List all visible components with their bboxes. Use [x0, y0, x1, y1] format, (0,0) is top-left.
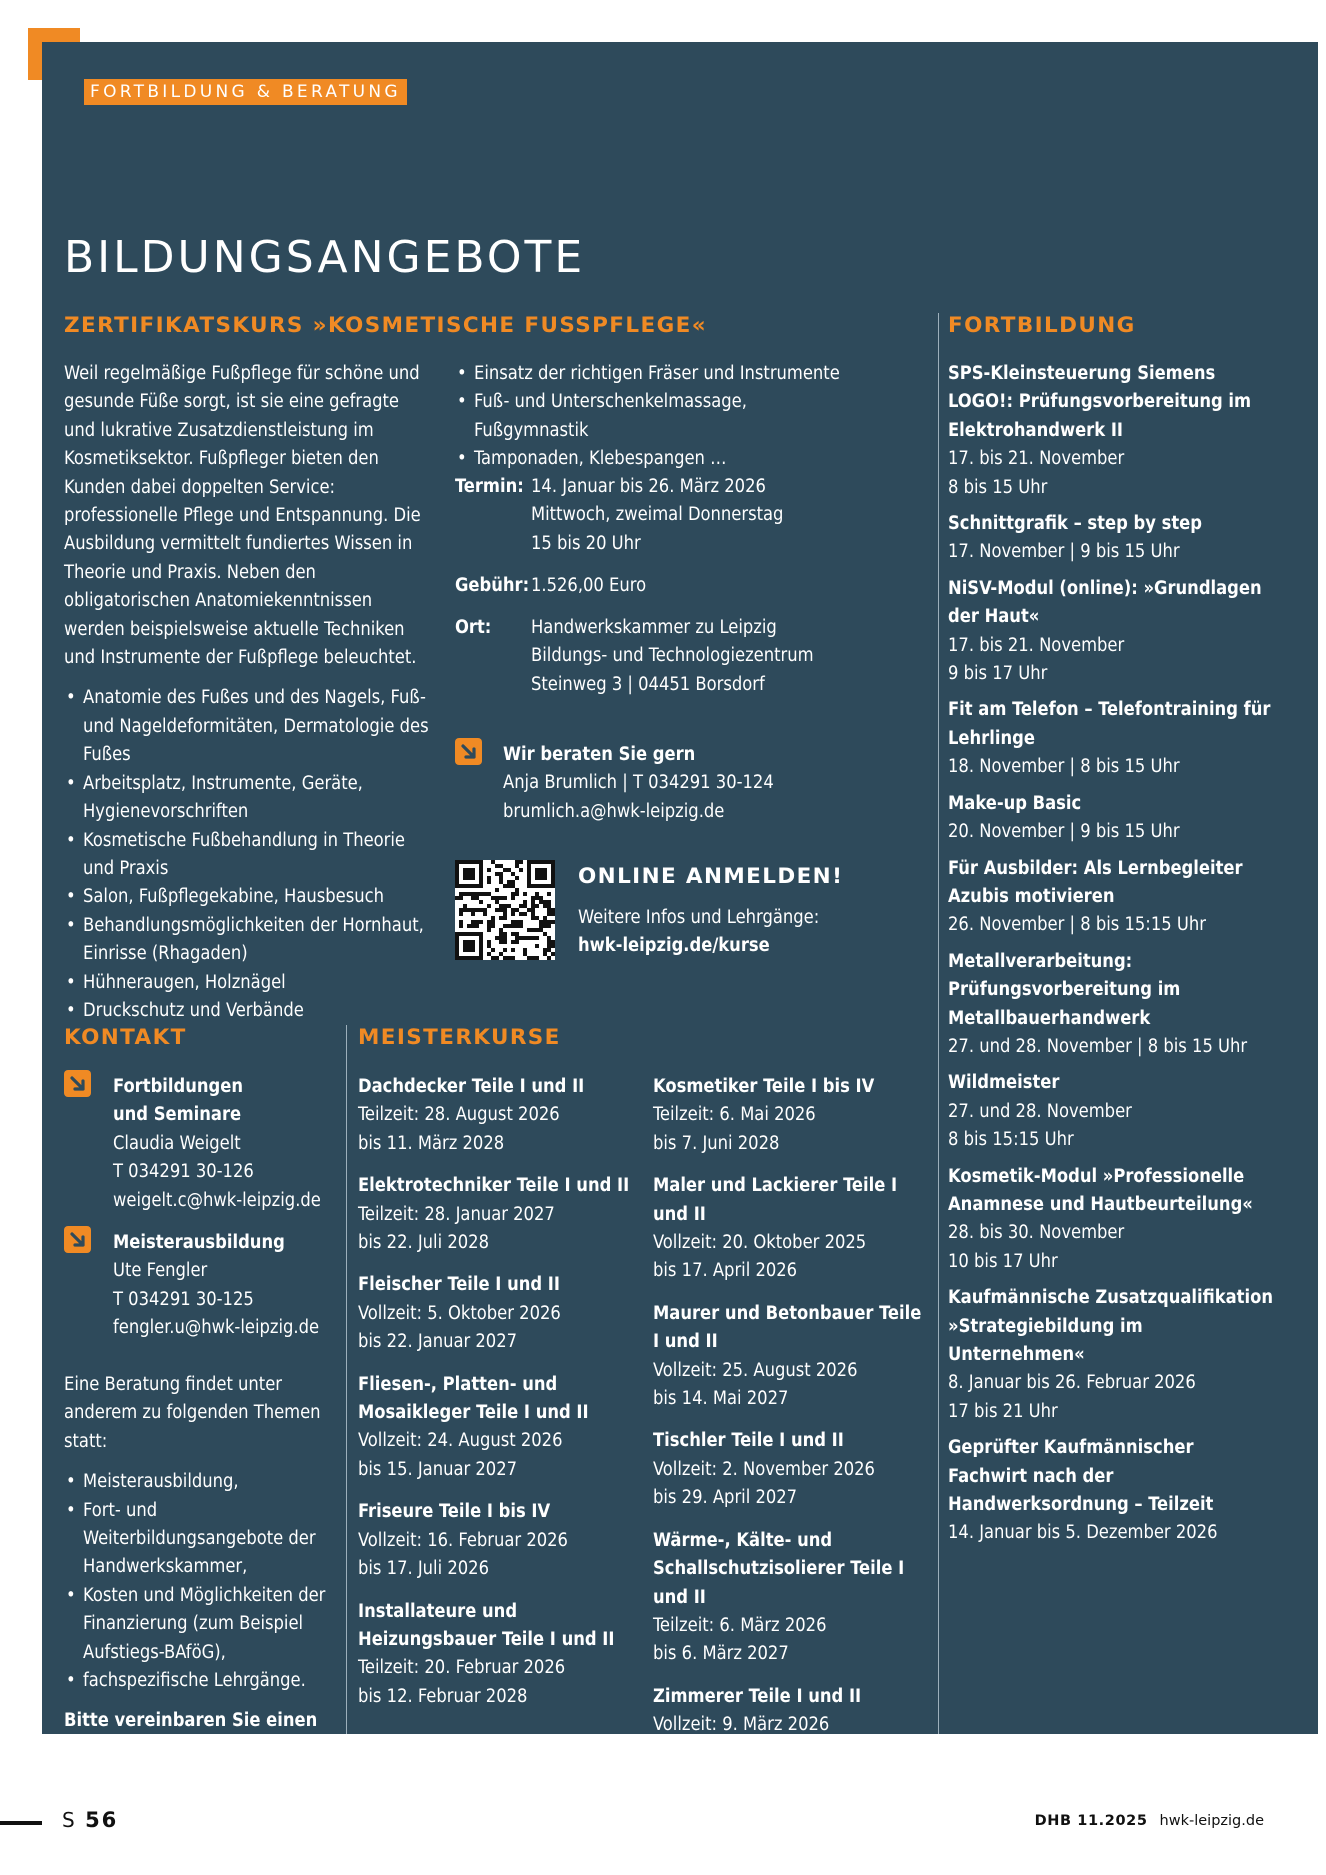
course-date: bis 18. Dezember 2026 [653, 1742, 845, 1764]
beratung-themen [64, 1371, 339, 1764]
course-date: Vollzeit: 9. März 2026 [653, 1714, 830, 1736]
corner-accent [28, 28, 42, 80]
course-date: Teilzeit: 6. März 2026 [653, 1614, 827, 1636]
meisterkurs-item [653, 1427, 933, 1512]
footer-site[interactable]: hwk-leipzig.de [1159, 1813, 1264, 1829]
course-date: bis 29. April 2027 [653, 1487, 798, 1509]
fortbildung-item [948, 855, 1278, 940]
footer-rule [0, 1821, 42, 1825]
meister-column-1 [358, 1073, 638, 1725]
course-title: Kaufmännische Zusatzqualifikation »Strategiebildung im Unternehmen« [948, 1287, 1273, 1365]
fortbildung-heading: FORTBILDUNG [948, 313, 1136, 338]
course-date: 17. bis 21. November [948, 634, 1125, 656]
meisterkurs-item [653, 1683, 933, 1768]
fortbildung-item [948, 360, 1278, 502]
contact-name: Ute Fengler [113, 1260, 208, 1282]
contact-name: Claudia Weigelt [113, 1132, 241, 1154]
course-date: 27. und 28. November | 8 bis 15 Uhr [948, 1035, 1248, 1057]
topic-item: • Druckschutz und Verbände [64, 997, 434, 1025]
course-title: Maurer und Betonbauer Teile I und II [653, 1302, 922, 1353]
meisterkurs-item [653, 1172, 933, 1286]
footer-issue: DHB 11.2025 hwk-leipzig.de [1034, 1813, 1264, 1829]
contact-phone: T 034291 30-125 [113, 1288, 254, 1310]
course-title: Elektrotechniker Teile I und II [358, 1175, 630, 1197]
contact-email[interactable]: fengler.u@hwk-leipzig.de [113, 1317, 320, 1339]
topic-item: • Fuß- und Unterschenkelmassage, Fußgymnastik [455, 388, 855, 445]
course-date: bis 22. Januar 2027 [358, 1331, 518, 1353]
zertifikat-left-column [64, 360, 434, 1025]
termin-line: 15 bis 20 Uhr [531, 532, 641, 554]
course-title: Schnittgrafik – step by step [948, 513, 1202, 535]
course-title: Für Ausbilder: Als Lernbegleiter Azubis motivieren [948, 857, 1243, 907]
meisterkurs-item [653, 1073, 933, 1158]
fortbildung-item [948, 575, 1278, 689]
meisterkurs-item [358, 1172, 638, 1257]
fortbildung-list [948, 360, 1278, 1556]
course-date: 17 bis 21 Uhr [948, 1400, 1058, 1422]
column-divider [938, 313, 939, 1734]
zertifikat-heading: ZERTIFIKATSKURS »KOSMETISCHE FUSSPFLEGE« [64, 313, 707, 338]
course-title: Fleischer Teile I und II [358, 1274, 560, 1296]
fortbildung-item [948, 1434, 1278, 1548]
course-date: 18. November | 8 bis 15 Uhr [948, 756, 1180, 778]
course-date: bis 17. April 2026 [653, 1260, 798, 1282]
fortbildung-item [948, 790, 1278, 847]
beratung-email[interactable]: brumlich.a@hwk-leipzig.de [503, 800, 725, 822]
topic-item: • Einsatz der richtigen Fräser und Instrumente [455, 360, 855, 388]
termin-line: 14. Januar bis 26. März 2026 [531, 476, 766, 497]
topic-item: • Arbeitsplatz, Instrumente, Geräte, Hygienevorschriften [64, 770, 434, 827]
course-title: Dachdecker Teile I und II [358, 1076, 585, 1097]
arrow-icon [64, 1070, 91, 1097]
topic-item: • Anatomie des Fußes und des Nagels, Fuß- und Nageldeformitäten, Dermatologie des Fußes [64, 684, 434, 769]
course-date: 20. November | 9 bis 15 Uhr [948, 821, 1180, 843]
contact-email[interactable]: weigelt.c@hwk-leipzig.de [113, 1189, 321, 1211]
online-heading: ONLINE ANMELDEN! [578, 864, 844, 889]
course-title: Metallverarbeitung: Prüfungsvorbereitung im Metallbauerhandwerk [948, 950, 1181, 1029]
zertifikat-intro: Weil regelmäßige Fußpflege für schöne und gesunde Füße sorgt, ist sie eine gefragte und lukrative Zusatzdienstleistung im Kosmetiksektor. Fußpfleger bieten den Kunden dabei doppelten Service: professionelle Pflege und Entspannung. Die Ausbildung vermittelt fundiertes Wissen in Theorie und Praxis. Neben den obligatorischen Anatomiekenntnissen werden beispielsweise aktuelle Techniken und Instrumente der Fußpflege beleuchtet. [64, 363, 421, 669]
contact-phone: T 034291 30-126 [113, 1161, 254, 1183]
beratung-phone: Anja Brumlich | T 034291 30-124 [503, 772, 774, 794]
kontakt-heading: KONTAKT [64, 1025, 187, 1050]
course-title: Wildmeister [948, 1072, 1060, 1094]
meisterkurs-item [358, 1598, 638, 1712]
course-date: 17. bis 21. November [948, 448, 1125, 470]
beratung-intro: Eine Beratung findet unter anderem zu folgenden Themen statt: [64, 1374, 321, 1452]
course-date: Teilzeit: 28. Januar 2027 [358, 1203, 555, 1225]
online-info [578, 904, 858, 961]
fortbildung-item [948, 696, 1278, 781]
ort-value [531, 614, 814, 699]
beratung-title: Wir beraten Sie gern [503, 744, 696, 765]
course-title: Make-up Basic [948, 792, 1082, 814]
ort-line: Steinweg 3 | 04451 Borsdorf [531, 673, 765, 695]
course-title: Wärme-, Kälte- und Schallschutzisolierer Teile I und II [653, 1529, 905, 1608]
gebuehr-value: 1.526,00 Euro [531, 575, 647, 596]
course-title: NiSV-Modul (online): »Grundlagen der Haut« [948, 577, 1262, 628]
meister-column-2 [653, 1073, 933, 1782]
beratung-topic: • Kosten und Möglichkeiten der Finanzierung (zum Beispiel Aufstiegs-BAföG), [64, 1582, 339, 1667]
page-title: BILDUNGSANGEBOTE [64, 232, 586, 283]
page-number: S 56 [62, 1808, 119, 1832]
course-date: Vollzeit: 2. November 2026 [653, 1458, 875, 1480]
topic-item: • Tamponaden, Klebespangen … [455, 445, 855, 473]
course-date: 27. und 28. November [948, 1100, 1132, 1122]
course-date: bis 12. Februar 2028 [358, 1685, 528, 1707]
gebuehr-label: Gebühr: [455, 575, 530, 596]
course-date: 28. bis 30. November [948, 1222, 1125, 1244]
course-title: SPS-Kleinsteuerung Siemens LOGO!: Prüfungsvorbereitung im Elektrohandwerk II [948, 363, 1252, 441]
course-date: 17. November | 9 bis 15 Uhr [948, 541, 1180, 563]
zertifikat-right-bullets [455, 360, 855, 474]
online-text: Weitere Infos und Lehrgänge: [578, 907, 820, 928]
course-title: Tischler Teile I und II [653, 1430, 844, 1452]
meisterkurs-item [653, 1300, 933, 1414]
course-date: 9 bis 17 Uhr [948, 663, 1048, 685]
beratung-topic: • fachspezifische Lehrgänge. [64, 1667, 339, 1695]
course-date: 8 bis 15:15 Uhr [948, 1129, 1074, 1151]
arrow-icon [455, 738, 482, 765]
course-date: bis 22. Juli 2028 [358, 1232, 489, 1254]
column-divider [346, 1025, 347, 1734]
topic-item: • Behandlungsmöglichkeiten der Hornhaut, Einrisse (Rhagaden) [64, 912, 434, 969]
course-date: bis 14. Mai 2027 [653, 1388, 789, 1410]
course-date: 8. Januar bis 26. Februar 2026 [948, 1372, 1196, 1394]
fortbildung-item [948, 1163, 1278, 1277]
course-date: Vollzeit: 20. Oktober 2025 [653, 1232, 867, 1254]
topic-item: • Kosmetische Fußbehandlung in Theorie und Praxis [64, 827, 434, 884]
contact-title: Fortbildungen [113, 1076, 243, 1097]
ort-label: Ort: [455, 617, 492, 638]
kontakt-fortbildungen [113, 1073, 333, 1215]
fortbildung-item [948, 1284, 1278, 1426]
course-title: Installateure und Heizungsbauer Teile I und II [358, 1600, 615, 1650]
course-title: Kosmetik-Modul »Professionelle Anamnese und Hautbeurteilung« [948, 1165, 1253, 1215]
course-date: Vollzeit: 5. Oktober 2026 [358, 1302, 561, 1324]
beratung-topic: • Fort- und Weiterbildungsangebote der Handwerkskammer, [64, 1497, 339, 1582]
contact-title: Meisterausbildung [113, 1232, 285, 1253]
fortbildung-item [948, 948, 1278, 1062]
course-date: bis 17. Juli 2026 [358, 1558, 489, 1580]
course-title: Zimmerer Teile I und II [653, 1685, 862, 1707]
meisterkurs-item [358, 1271, 638, 1356]
arrow-icon [64, 1226, 91, 1253]
course-date: bis 15. Januar 2027 [358, 1458, 518, 1480]
ort-line: Bildungs- und Technologiezentrum [531, 645, 814, 667]
section-badge: FORTBILDUNG & BERATUNG [84, 79, 407, 105]
termin-value [531, 473, 783, 558]
course-date: bis 6. März 2027 [653, 1643, 789, 1665]
online-link[interactable]: hwk-leipzig.de/kurse [578, 935, 770, 957]
meisterkurs-item [653, 1527, 933, 1669]
course-date: Vollzeit: 25. August 2026 [653, 1359, 858, 1381]
course-date: Teilzeit: 6. Mai 2026 [653, 1104, 816, 1126]
course-date: Teilzeit: 20. Februar 2026 [358, 1657, 566, 1679]
course-date: 14. Januar bis 5. Dezember 2026 [948, 1522, 1218, 1544]
closing-note: Bitte vereinbaren Sie einen individuellen Termin. [64, 1710, 318, 1760]
termin-line: Mittwoch, zweimal Donnerstag [531, 504, 784, 526]
fortbildung-item [948, 510, 1278, 567]
course-title: Friseure Teile I bis IV [358, 1501, 551, 1523]
course-title: Kosmetiker Teile I bis IV [653, 1076, 875, 1097]
beratung-contact [503, 741, 863, 826]
topic-item: • Hühneraugen, Holznägel [64, 969, 434, 997]
course-date: bis 11. März 2028 [358, 1132, 505, 1154]
course-date: Vollzeit: 16. Februar 2026 [358, 1529, 568, 1551]
course-title: Geprüfter Kaufmännischer Fachwirt nach der Handwerksordnung – Teilzeit [948, 1437, 1214, 1516]
course-date: 8 bis 15 Uhr [948, 476, 1048, 498]
course-title: Maler und Lackierer Teile I und II [653, 1175, 898, 1225]
meister-heading: MEISTERKURSE [358, 1025, 561, 1050]
meisterkurs-item [358, 1371, 638, 1485]
beratung-topic: • Meisterausbildung, [64, 1468, 339, 1496]
zertifikat-topics [64, 684, 434, 1025]
course-date: 10 bis 17 Uhr [948, 1250, 1058, 1272]
meisterkurs-item [358, 1498, 638, 1583]
contact-title: und Seminare [113, 1104, 242, 1126]
course-date: Teilzeit: 28. August 2026 [358, 1104, 560, 1126]
ort-line: Handwerkskammer zu Leipzig [531, 617, 777, 638]
course-title: Fit am Telefon – Telefontraining für Lehrlinge [948, 699, 1271, 749]
course-date: 26. November | 8 bis 15:15 Uhr [948, 914, 1206, 936]
kontakt-meisterausbildung [113, 1229, 333, 1343]
course-title: Fliesen-, Platten- und Mosaikleger Teile I und II [358, 1373, 589, 1424]
meisterkurs-item [358, 1073, 638, 1158]
termin-label: Termin: [455, 476, 524, 497]
fortbildung-item [948, 1069, 1278, 1154]
topic-item: • Salon, Fußpflegekabine, Hausbesuch [64, 883, 434, 911]
course-date: bis 7. Juni 2028 [653, 1132, 780, 1154]
course-date: Vollzeit: 24. August 2026 [358, 1430, 563, 1452]
qr-code[interactable] [455, 860, 555, 960]
